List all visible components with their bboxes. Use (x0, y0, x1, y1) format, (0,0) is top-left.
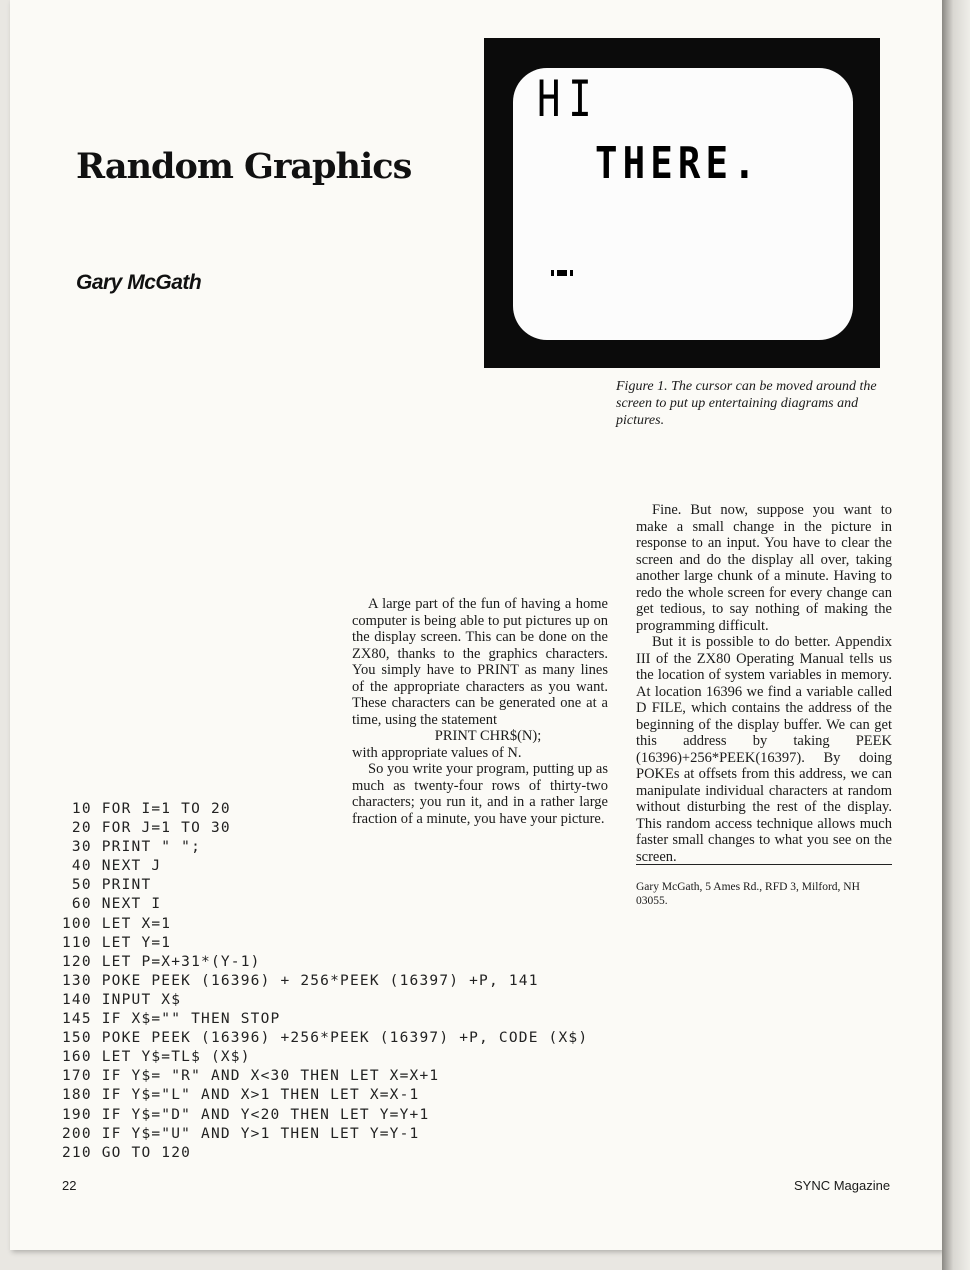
screen-text-line-1: HI (537, 70, 600, 128)
body-column-middle (352, 596, 608, 827)
code-line: 145 IF X$="" THEN STOP (62, 1011, 281, 1028)
code-line: 170 IF Y$= "R" AND X<30 THEN LET X=X+1 (62, 1068, 440, 1085)
body-paragraph: with appropriate values of N. (352, 744, 522, 761)
code-line: 150 POKE PEEK (16396) +256*PEEK (16397) +P, CODE (X$) (62, 1030, 589, 1047)
code-line: 60 NEXT I (62, 896, 162, 913)
code-line: 140 INPUT X$ (62, 991, 182, 1008)
code-line: 120 LET P=X+31*(Y-1) (62, 953, 261, 970)
body-paragraph: A large part of the fun of having a home computer is being able to put pictures up on the display screen. This can be done on the ZX80, thanks to the graphics characters. You simply have to PRINT as many lines of the appropriate characters as you want. These characters can be generated one at a time, using the statement (352, 596, 608, 728)
body-column-right (636, 502, 892, 865)
code-line: 200 IF Y$="U" AND Y>1 THEN LET Y=Y-1 (62, 1125, 420, 1142)
code-line: 40 NEXT J (62, 858, 162, 875)
code-line: 10 FOR I=1 TO 20 (62, 801, 231, 817)
body-paragraph: Fine. But now, suppose you want to make a small change in the picture in response to an input. You have to clear the screen and do the display all over, taking another large chunk of a minute. Having to redo the whole screen for every change can get tedious, to say nothing of making the programming difficult. (636, 502, 892, 634)
code-line: 160 LET Y$=TL$ (X$) (62, 1049, 251, 1066)
code-line: 210 GO TO 120 (62, 1144, 192, 1161)
author-address: Gary McGath, 5 Ames Rd., RFD 3, Milford, NH 03055. (636, 881, 860, 907)
magazine-name: SYNC Magazine (794, 1178, 891, 1193)
page-number: 22 (62, 1178, 77, 1193)
article-author: Gary McGath (76, 271, 202, 294)
code-line: 100 LET X=1 (62, 915, 172, 932)
code-line: 20 FOR J=1 TO 30 (62, 820, 231, 837)
code-line: 110 LET Y=1 (62, 934, 172, 951)
code-line: 190 IF Y$="D" AND Y<20 THEN LET Y=Y+1 (62, 1106, 430, 1123)
article-title: Random Graphics (76, 146, 412, 187)
code-line: 130 POKE PEEK (16396) + 256*PEEK (16397) +P, 141 (62, 972, 539, 989)
page-edge (942, 0, 970, 1270)
tv-screen (513, 68, 853, 340)
body-paragraph: But it is possible to do better. Appendix III of the ZX80 Operating Manual tells us the location of system variables in memory. At location 16396 we find a variable called D FILE, which contains the address of the beginning of the display buffer. We can get this address by taking PEEK (16396)+256*PEEK(16397). By doing POKEs at offsets from this address, we can manipulate individual characters at random without disturbing the rest of the display. This random access technique allows much faster small changes to what you see on the screen. (636, 634, 892, 865)
figure-photo (484, 38, 880, 368)
program-listing (62, 800, 588, 1163)
code-statement: PRINT CHR$(N); (434, 728, 542, 744)
code-line: 180 IF Y$="L" AND X>1 THEN LET X=X-1 (62, 1087, 420, 1104)
code-line: 30 PRINT " "; (62, 839, 202, 856)
code-line: 50 PRINT (62, 877, 152, 894)
body-paragraph: So you write your program, putting up as much as twenty-four rows of thirty-two characters; you run it, and in a rather large fraction of a minute, you have your picture. (352, 761, 608, 827)
figure-caption: Figure 1. The cursor can be moved around the screen to put up entertaining diagrams and pictures. (616, 379, 877, 428)
divider-rule (636, 864, 892, 865)
screen-text-line-2: THERE. (595, 138, 761, 189)
cursor-graphic (551, 270, 573, 276)
